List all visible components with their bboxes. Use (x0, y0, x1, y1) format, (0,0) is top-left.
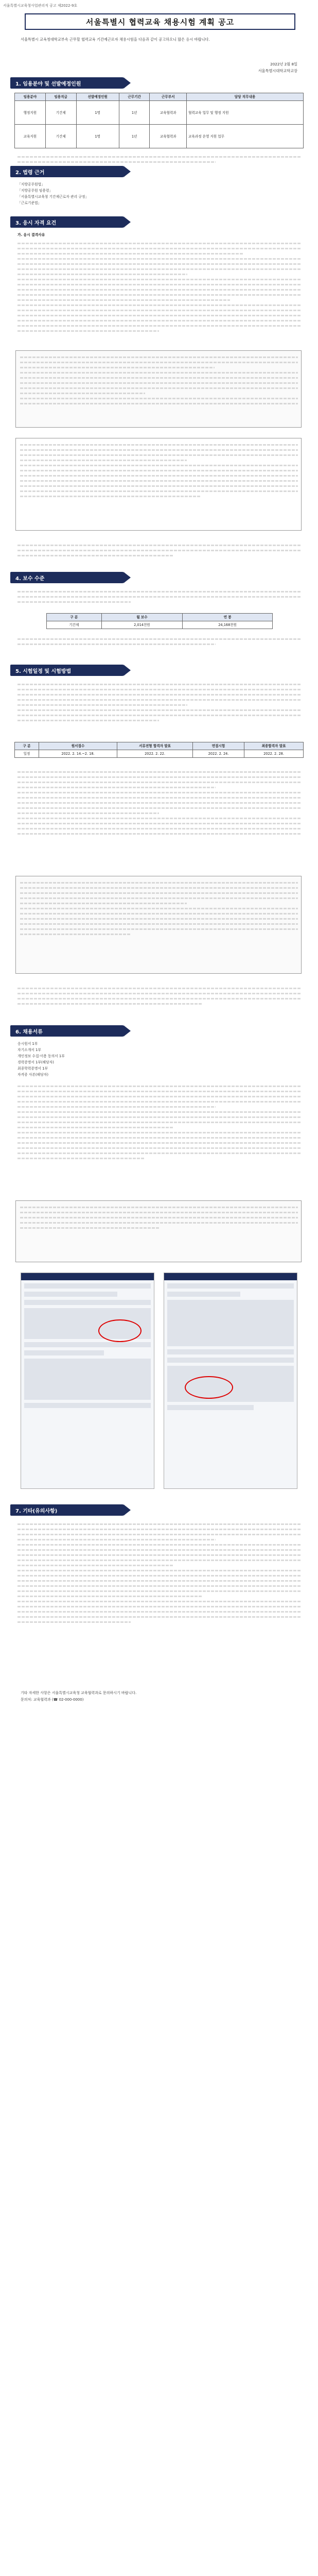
intro-text: 서울특별시 교육청대학교부속 근무할 협력교육 기간제근로자 채용시험을 다음과 같이 공고하오니 많은 응시 바랍니다. (21, 37, 210, 42)
table-row (15, 125, 304, 148)
doc-number: 서울특별시교육청사업관리직 공고 제2022-9호 (3, 4, 78, 8)
cell: 교육협력과 (150, 125, 187, 148)
col-header: 임용직급 (45, 93, 76, 101)
subheading: 가. 응시 결격사유 (17, 233, 45, 237)
cell: 2022. 2. 22. (117, 750, 193, 758)
col-header: 근무부서 (150, 93, 187, 101)
page-title: 서울특별시 협력교육 채용시험 계획 공고 (85, 17, 235, 27)
list-item: 응시원서 1부 (17, 1042, 38, 1046)
footer-contact: 문의처: 교육협력과 (☎ 02-000-0000) (21, 1698, 84, 1702)
cell: 2022. 2. 28. (244, 750, 304, 758)
section-heading-7: 7. 기타(유의사항) (10, 1504, 123, 1516)
exam-method-text (17, 768, 301, 836)
list-item: 경력증명서 1부(해당자) (17, 1060, 54, 1064)
cell: 24,168천원 (183, 621, 273, 629)
section-heading-5: 5. 시험일정 및 시험방법 (10, 665, 123, 676)
documents-list (17, 1041, 301, 1078)
table-row (47, 621, 273, 629)
cell: 1년 (119, 101, 150, 125)
col-header: 구 분 (15, 742, 39, 750)
pay-description (17, 587, 301, 604)
section-heading-6: 6. 채용서류 (10, 1025, 123, 1037)
qualification-text (17, 239, 301, 333)
table-row (15, 101, 304, 125)
table-row (15, 750, 304, 758)
qualification-block (17, 232, 301, 238)
footer-line: 기타 자세한 사항은 서울특별시교육청 교육협력과로 문의하시기 바랍니다. (21, 1691, 137, 1695)
cell: 1명 (76, 125, 119, 148)
cell: 2022. 2. 24. (193, 750, 244, 758)
documents-notes (17, 1082, 301, 1160)
certificate-table (15, 438, 302, 531)
announcement-date: 2022년 2월 8일 (270, 62, 297, 66)
cell: 교육지원 (15, 125, 46, 148)
list-item: 「서울특별시교육청 기간제근로자 관리 규정」 (17, 195, 89, 199)
cell: 1명 (76, 101, 119, 125)
requirement-box (15, 350, 302, 428)
schedule-text (17, 680, 301, 722)
list-item: 「지방공무원법」 (17, 182, 45, 187)
submission-notice-box (15, 1200, 302, 1262)
col-header: 근무기간 (119, 93, 150, 101)
cell: 2,014천원 (101, 621, 183, 629)
schedule-table (14, 742, 304, 758)
section-heading-3: 3. 응시 자격 요건 (10, 216, 123, 228)
cell: 2022. 2. 14.~2. 18. (39, 750, 117, 758)
section-heading-2: 2. 법령 근거 (10, 166, 123, 177)
col-header: 임용분야 (15, 93, 46, 101)
section-heading-4: 4. 보수 수준 (10, 572, 123, 583)
cell: 1년 (119, 125, 150, 148)
list-item: 자격증 사본(해당자) (17, 1073, 48, 1077)
col-header: 서류전형 합격자 발표 (117, 742, 193, 750)
title-box (25, 13, 295, 30)
positions-table (14, 93, 304, 148)
cell: 일정 (15, 750, 39, 758)
list-item: 최종학력증명서 1부 (17, 1066, 48, 1071)
list-item: 「지방공무원 임용령」 (17, 189, 53, 193)
legal-basis-list (17, 181, 301, 206)
highlight-circle (98, 1319, 142, 1342)
cell: 기간제 (47, 621, 102, 629)
highlight-circle (185, 1376, 233, 1399)
col-header: 최종합격자 발표 (244, 742, 304, 750)
cell: 기간제 (45, 125, 76, 148)
col-header: 면접시험 (193, 742, 244, 750)
col-header: 담당 직무내용 (187, 93, 304, 101)
schedule-notes (17, 984, 301, 1006)
notes-text (17, 1520, 301, 1624)
footer (21, 1690, 298, 1703)
cell: 기간제 (45, 101, 76, 125)
pay-table (46, 613, 273, 629)
list-item: 자기소개서 1부 (17, 1048, 41, 1052)
section-heading-1: 1. 임용분야 및 선발예정인원 (10, 77, 123, 89)
website-screenshot-1 (21, 1273, 154, 1489)
cell: 교육협력과 (150, 101, 187, 125)
website-screenshot-2 (164, 1273, 297, 1489)
col-header: 연 봉 (183, 614, 273, 621)
col-header: 선발예정인원 (76, 93, 119, 101)
cell: 행정지원 (15, 101, 46, 125)
cell: 협력교육 업무 및 행정 지원 (187, 101, 304, 125)
qualification-notes (17, 541, 301, 557)
announcing-org: 서울특별시대학교학교장 (258, 69, 297, 73)
cell: 교육과정 운영 지원 업무 (187, 125, 304, 148)
pay-notes (17, 635, 301, 646)
section-1-notes (17, 152, 301, 164)
col-header: 월 보수 (101, 614, 183, 621)
list-item: 개인정보 수집·이용 동의서 1부 (17, 1054, 65, 1058)
interview-criteria-box (15, 876, 302, 974)
col-header: 원서접수 (39, 742, 117, 750)
dateline (258, 61, 297, 74)
col-header: 구 분 (47, 614, 102, 621)
list-item: 「근로기준법」 (17, 201, 42, 205)
